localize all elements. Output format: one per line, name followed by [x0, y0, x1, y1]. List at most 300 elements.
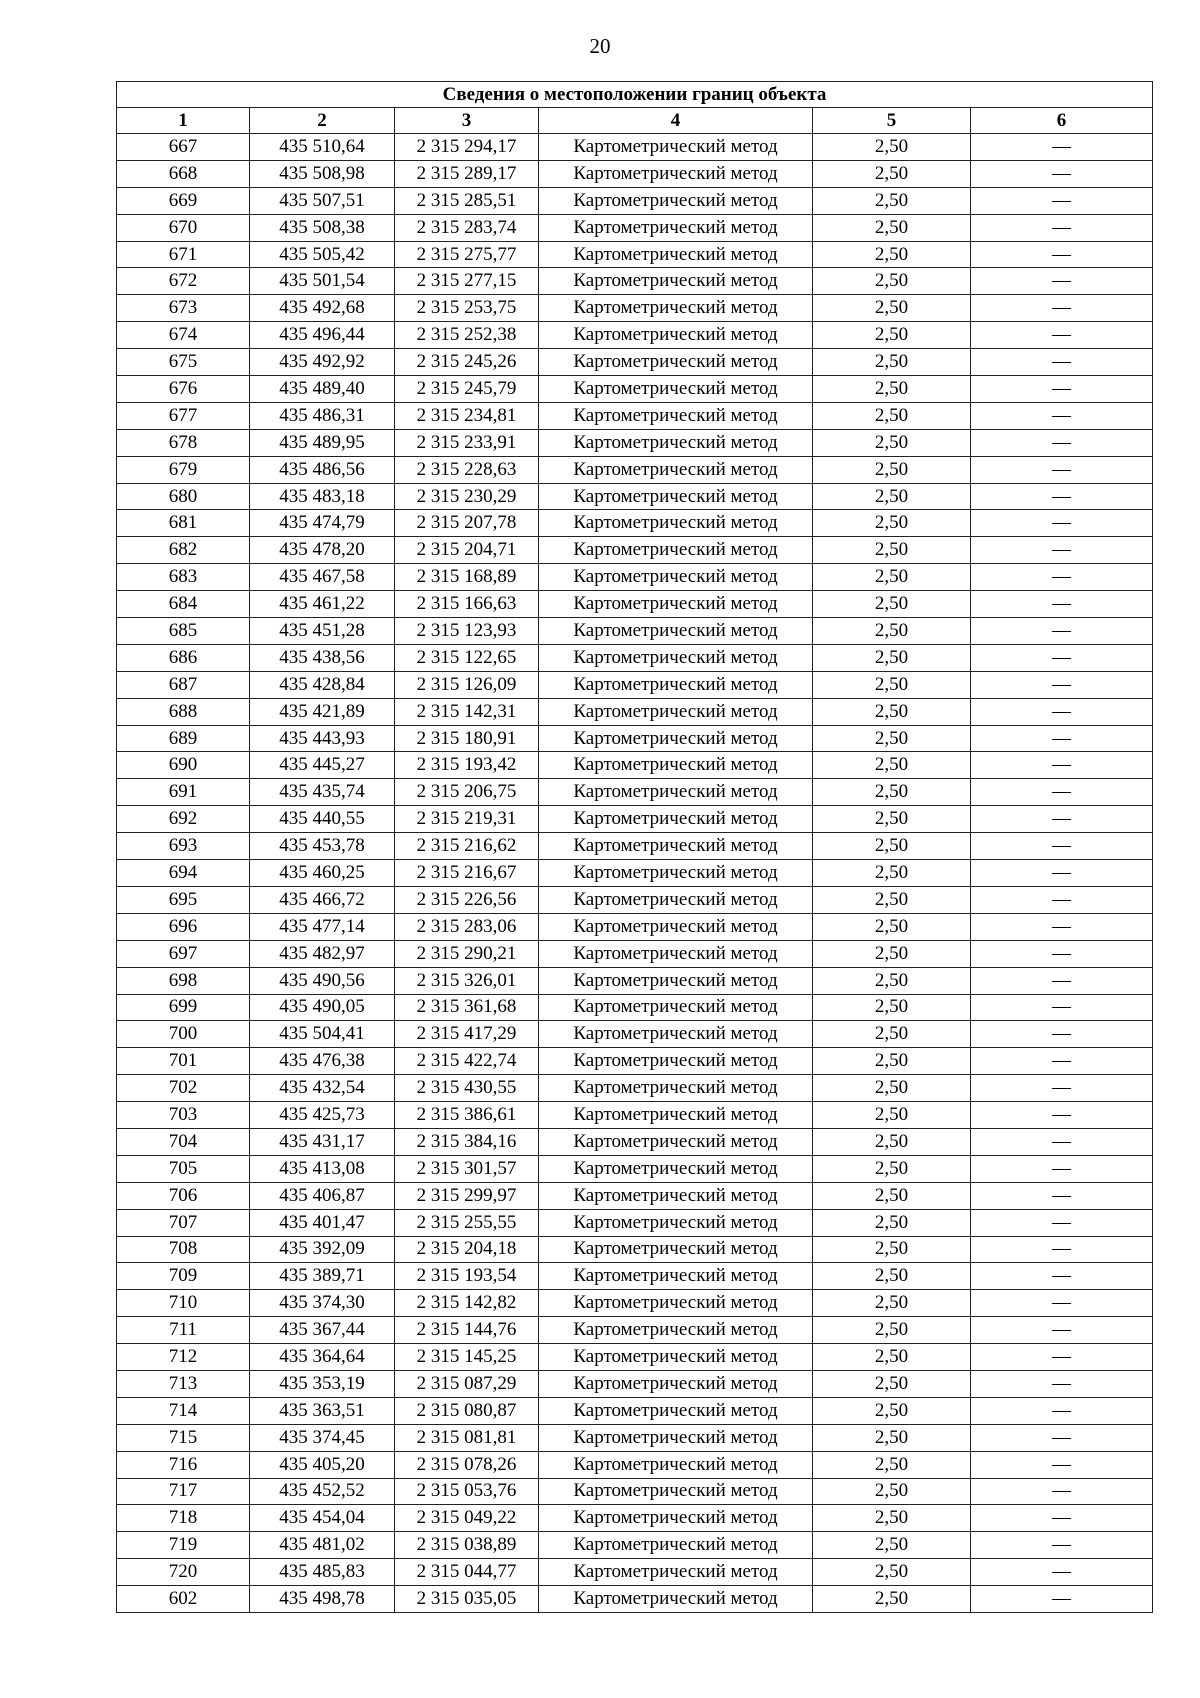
table-row — [117, 1102, 1153, 1129]
y-coordinate-cell: 2 315 361,68 — [395, 994, 539, 1021]
description-cell: — — [971, 833, 1153, 860]
point-number-cell: 700 — [117, 1021, 250, 1048]
point-number-cell: 718 — [117, 1505, 250, 1532]
point-number-cell: 693 — [117, 833, 250, 860]
description-cell: — — [971, 1236, 1153, 1263]
description-cell: — — [971, 456, 1153, 483]
accuracy-cell: 2,50 — [813, 1021, 971, 1048]
method-cell: Картометрический метод — [539, 644, 813, 671]
y-coordinate-cell: 2 315 233,91 — [395, 429, 539, 456]
x-coordinate-cell: 435 501,54 — [250, 268, 395, 295]
description-cell: — — [971, 967, 1153, 994]
description-cell: — — [971, 1155, 1153, 1182]
method-cell: Картометрический метод — [539, 1370, 813, 1397]
accuracy-cell: 2,50 — [813, 967, 971, 994]
accuracy-cell: 2,50 — [813, 1102, 971, 1129]
y-coordinate-cell: 2 315 228,63 — [395, 456, 539, 483]
method-cell: Картометрический метод — [539, 1209, 813, 1236]
x-coordinate-cell: 435 478,20 — [250, 537, 395, 564]
x-coordinate-cell: 435 401,47 — [250, 1209, 395, 1236]
table-row — [117, 429, 1153, 456]
x-coordinate-cell: 435 413,08 — [250, 1155, 395, 1182]
y-coordinate-cell: 2 315 245,26 — [395, 349, 539, 376]
x-coordinate-cell: 435 486,31 — [250, 402, 395, 429]
accuracy-cell: 2,50 — [813, 1209, 971, 1236]
point-number-cell: 714 — [117, 1397, 250, 1424]
description-cell: — — [971, 1317, 1153, 1344]
method-cell: Картометрический метод — [539, 1263, 813, 1290]
point-number-cell: 691 — [117, 779, 250, 806]
y-coordinate-cell: 2 315 126,09 — [395, 671, 539, 698]
accuracy-cell: 2,50 — [813, 1182, 971, 1209]
y-coordinate-cell: 2 315 168,89 — [395, 564, 539, 591]
accuracy-cell: 2,50 — [813, 214, 971, 241]
method-cell: Картометрический метод — [539, 510, 813, 537]
method-cell: Картометрический метод — [539, 1102, 813, 1129]
y-coordinate-cell: 2 315 180,91 — [395, 725, 539, 752]
table-row — [117, 1559, 1153, 1586]
x-coordinate-cell: 435 454,04 — [250, 1505, 395, 1532]
table-row — [117, 1397, 1153, 1424]
description-cell: — — [971, 349, 1153, 376]
y-coordinate-cell: 2 315 038,89 — [395, 1532, 539, 1559]
y-coordinate-cell: 2 315 049,22 — [395, 1505, 539, 1532]
column-number-header: 5 — [813, 108, 971, 134]
method-cell: Картометрический метод — [539, 806, 813, 833]
description-cell: — — [971, 1263, 1153, 1290]
x-coordinate-cell: 435 363,51 — [250, 1397, 395, 1424]
point-number-cell: 686 — [117, 644, 250, 671]
x-coordinate-cell: 435 428,84 — [250, 671, 395, 698]
point-number-cell: 684 — [117, 591, 250, 618]
point-number-cell: 682 — [117, 537, 250, 564]
table-row — [117, 913, 1153, 940]
description-cell: — — [971, 994, 1153, 1021]
table-row — [117, 644, 1153, 671]
x-coordinate-cell: 435 482,97 — [250, 940, 395, 967]
description-cell: — — [971, 1532, 1153, 1559]
column-number-header: 2 — [250, 108, 395, 134]
table-row — [117, 1317, 1153, 1344]
column-number-header: 6 — [971, 108, 1153, 134]
column-number-header: 4 — [539, 108, 813, 134]
point-number-cell: 687 — [117, 671, 250, 698]
method-cell: Картометрический метод — [539, 376, 813, 403]
y-coordinate-cell: 2 315 142,82 — [395, 1290, 539, 1317]
method-cell: Картометрический метод — [539, 214, 813, 241]
accuracy-cell: 2,50 — [813, 1451, 971, 1478]
description-cell: — — [971, 1290, 1153, 1317]
table-row — [117, 1586, 1153, 1613]
table-row — [117, 1182, 1153, 1209]
method-cell: Картометрический метод — [539, 187, 813, 214]
y-coordinate-cell: 2 315 166,63 — [395, 591, 539, 618]
accuracy-cell: 2,50 — [813, 886, 971, 913]
accuracy-cell: 2,50 — [813, 1290, 971, 1317]
y-coordinate-cell: 2 315 144,76 — [395, 1317, 539, 1344]
point-number-cell: 692 — [117, 806, 250, 833]
column-number-header: 3 — [395, 108, 539, 134]
x-coordinate-cell: 435 445,27 — [250, 752, 395, 779]
table-row — [117, 241, 1153, 268]
y-coordinate-cell: 2 315 234,81 — [395, 402, 539, 429]
x-coordinate-cell: 435 392,09 — [250, 1236, 395, 1263]
description-cell: — — [971, 1048, 1153, 1075]
method-cell: Картометрический метод — [539, 1290, 813, 1317]
point-number-cell: 679 — [117, 456, 250, 483]
accuracy-cell: 2,50 — [813, 564, 971, 591]
x-coordinate-cell: 435 490,56 — [250, 967, 395, 994]
point-number-cell: 707 — [117, 1209, 250, 1236]
table-row — [117, 1290, 1153, 1317]
y-coordinate-cell: 2 315 253,75 — [395, 295, 539, 322]
y-coordinate-cell: 2 315 245,79 — [395, 376, 539, 403]
method-cell: Картометрический метод — [539, 1532, 813, 1559]
description-cell: — — [971, 1344, 1153, 1371]
method-cell: Картометрический метод — [539, 402, 813, 429]
table-row — [117, 564, 1153, 591]
y-coordinate-cell: 2 315 283,74 — [395, 214, 539, 241]
description-cell: — — [971, 1128, 1153, 1155]
description-cell: — — [971, 268, 1153, 295]
y-coordinate-cell: 2 315 216,67 — [395, 860, 539, 887]
point-number-cell: 706 — [117, 1182, 250, 1209]
method-cell: Картометрический метод — [539, 1021, 813, 1048]
table-row — [117, 1048, 1153, 1075]
method-cell: Картометрический метод — [539, 1397, 813, 1424]
method-cell: Картометрический метод — [539, 779, 813, 806]
accuracy-cell: 2,50 — [813, 1344, 971, 1371]
x-coordinate-cell: 435 438,56 — [250, 644, 395, 671]
description-cell: — — [971, 429, 1153, 456]
y-coordinate-cell: 2 315 053,76 — [395, 1478, 539, 1505]
boundary-coordinates-table — [116, 81, 1153, 1613]
table-row — [117, 1344, 1153, 1371]
table-row — [117, 456, 1153, 483]
accuracy-cell: 2,50 — [813, 1317, 971, 1344]
table-row — [117, 1478, 1153, 1505]
y-coordinate-cell: 2 315 326,01 — [395, 967, 539, 994]
page-number: 20 — [589, 34, 611, 58]
point-number-cell: 671 — [117, 241, 250, 268]
table-row — [117, 134, 1153, 161]
point-number-cell: 681 — [117, 510, 250, 537]
point-number-cell: 688 — [117, 698, 250, 725]
description-cell: — — [971, 1397, 1153, 1424]
description-cell: — — [971, 779, 1153, 806]
accuracy-cell: 2,50 — [813, 483, 971, 510]
point-number-cell: 674 — [117, 322, 250, 349]
x-coordinate-cell: 435 496,44 — [250, 322, 395, 349]
description-cell: — — [971, 725, 1153, 752]
y-coordinate-cell: 2 315 417,29 — [395, 1021, 539, 1048]
point-number-cell: 701 — [117, 1048, 250, 1075]
accuracy-cell: 2,50 — [813, 268, 971, 295]
x-coordinate-cell: 435 453,78 — [250, 833, 395, 860]
description-cell: — — [971, 1586, 1153, 1613]
accuracy-cell: 2,50 — [813, 591, 971, 618]
x-coordinate-cell: 435 507,51 — [250, 187, 395, 214]
method-cell: Картометрический метод — [539, 295, 813, 322]
y-coordinate-cell: 2 315 145,25 — [395, 1344, 539, 1371]
accuracy-cell: 2,50 — [813, 833, 971, 860]
table-row — [117, 698, 1153, 725]
x-coordinate-cell: 435 460,25 — [250, 860, 395, 887]
x-coordinate-cell: 435 485,83 — [250, 1559, 395, 1586]
accuracy-cell: 2,50 — [813, 1478, 971, 1505]
y-coordinate-cell: 2 315 255,55 — [395, 1209, 539, 1236]
x-coordinate-cell: 435 508,98 — [250, 160, 395, 187]
method-cell: Картометрический метод — [539, 1424, 813, 1451]
table-row — [117, 1128, 1153, 1155]
accuracy-cell: 2,50 — [813, 806, 971, 833]
y-coordinate-cell: 2 315 277,15 — [395, 268, 539, 295]
method-cell: Картометрический метод — [539, 967, 813, 994]
point-number-cell: 680 — [117, 483, 250, 510]
y-coordinate-cell: 2 315 206,75 — [395, 779, 539, 806]
point-number-cell: 712 — [117, 1344, 250, 1371]
y-coordinate-cell: 2 315 207,78 — [395, 510, 539, 537]
y-coordinate-cell: 2 315 204,71 — [395, 537, 539, 564]
y-coordinate-cell: 2 315 252,38 — [395, 322, 539, 349]
description-cell: — — [971, 913, 1153, 940]
table-row — [117, 725, 1153, 752]
table-row — [117, 1505, 1153, 1532]
accuracy-cell: 2,50 — [813, 1397, 971, 1424]
y-coordinate-cell: 2 315 386,61 — [395, 1102, 539, 1129]
accuracy-cell: 2,50 — [813, 429, 971, 456]
y-coordinate-cell: 2 315 430,55 — [395, 1075, 539, 1102]
x-coordinate-cell: 435 477,14 — [250, 913, 395, 940]
table-row — [117, 967, 1153, 994]
method-cell: Картометрический метод — [539, 1182, 813, 1209]
method-cell: Картометрический метод — [539, 456, 813, 483]
y-coordinate-cell: 2 315 230,29 — [395, 483, 539, 510]
description-cell: — — [971, 591, 1153, 618]
point-number-cell: 676 — [117, 376, 250, 403]
y-coordinate-cell: 2 315 294,17 — [395, 134, 539, 161]
method-cell: Картометрический метод — [539, 564, 813, 591]
point-number-cell: 669 — [117, 187, 250, 214]
method-cell: Картометрический метод — [539, 1344, 813, 1371]
y-coordinate-cell: 2 315 078,26 — [395, 1451, 539, 1478]
description-cell: — — [971, 1182, 1153, 1209]
accuracy-cell: 2,50 — [813, 1370, 971, 1397]
table-row — [117, 1451, 1153, 1478]
accuracy-cell: 2,50 — [813, 1128, 971, 1155]
table-row — [117, 886, 1153, 913]
accuracy-cell: 2,50 — [813, 940, 971, 967]
table-row — [117, 994, 1153, 1021]
accuracy-cell: 2,50 — [813, 698, 971, 725]
x-coordinate-cell: 435 440,55 — [250, 806, 395, 833]
accuracy-cell: 2,50 — [813, 456, 971, 483]
method-cell: Картометрический метод — [539, 940, 813, 967]
accuracy-cell: 2,50 — [813, 510, 971, 537]
point-number-cell: 715 — [117, 1424, 250, 1451]
table-row — [117, 1370, 1153, 1397]
x-coordinate-cell: 435 452,52 — [250, 1478, 395, 1505]
table-row — [117, 160, 1153, 187]
description-cell: — — [971, 860, 1153, 887]
accuracy-cell: 2,50 — [813, 376, 971, 403]
point-number-cell: 683 — [117, 564, 250, 591]
point-number-cell: 673 — [117, 295, 250, 322]
y-coordinate-cell: 2 315 226,56 — [395, 886, 539, 913]
x-coordinate-cell: 435 451,28 — [250, 618, 395, 645]
y-coordinate-cell: 2 315 301,57 — [395, 1155, 539, 1182]
accuracy-cell: 2,50 — [813, 349, 971, 376]
method-cell: Картометрический метод — [539, 1505, 813, 1532]
point-number-cell: 694 — [117, 860, 250, 887]
accuracy-cell: 2,50 — [813, 618, 971, 645]
point-number-cell: 695 — [117, 886, 250, 913]
table-row — [117, 1236, 1153, 1263]
column-number-header: 1 — [117, 108, 250, 134]
y-coordinate-cell: 2 315 285,51 — [395, 187, 539, 214]
accuracy-cell: 2,50 — [813, 1048, 971, 1075]
accuracy-cell: 2,50 — [813, 322, 971, 349]
table-row — [117, 806, 1153, 833]
table-row — [117, 1075, 1153, 1102]
point-number-cell: 713 — [117, 1370, 250, 1397]
table-row — [117, 779, 1153, 806]
y-coordinate-cell: 2 315 087,29 — [395, 1370, 539, 1397]
method-cell: Картометрический метод — [539, 591, 813, 618]
point-number-cell: 702 — [117, 1075, 250, 1102]
accuracy-cell: 2,50 — [813, 1505, 971, 1532]
accuracy-cell: 2,50 — [813, 1155, 971, 1182]
point-number-cell: 685 — [117, 618, 250, 645]
description-cell: — — [971, 160, 1153, 187]
table-row — [117, 940, 1153, 967]
table-body — [117, 134, 1153, 1613]
description-cell: — — [971, 671, 1153, 698]
table-row — [117, 1155, 1153, 1182]
description-cell: — — [971, 376, 1153, 403]
description-cell: — — [971, 537, 1153, 564]
x-coordinate-cell: 435 432,54 — [250, 1075, 395, 1102]
x-coordinate-cell: 435 431,17 — [250, 1128, 395, 1155]
x-coordinate-cell: 435 505,42 — [250, 241, 395, 268]
method-cell: Картометрический метод — [539, 1478, 813, 1505]
x-coordinate-cell: 435 510,64 — [250, 134, 395, 161]
point-number-cell: 709 — [117, 1263, 250, 1290]
y-coordinate-cell: 2 315 044,77 — [395, 1559, 539, 1586]
y-coordinate-cell: 2 315 219,31 — [395, 806, 539, 833]
table-row — [117, 1021, 1153, 1048]
y-coordinate-cell: 2 315 193,54 — [395, 1263, 539, 1290]
description-cell: — — [971, 698, 1153, 725]
x-coordinate-cell: 435 476,38 — [250, 1048, 395, 1075]
table-row — [117, 860, 1153, 887]
table-row — [117, 618, 1153, 645]
description-cell: — — [971, 1559, 1153, 1586]
accuracy-cell: 2,50 — [813, 994, 971, 1021]
point-number-cell: 696 — [117, 913, 250, 940]
table-row — [117, 537, 1153, 564]
method-cell: Картометрический метод — [539, 483, 813, 510]
description-cell: — — [971, 1370, 1153, 1397]
y-coordinate-cell: 2 315 290,21 — [395, 940, 539, 967]
table-row — [117, 1263, 1153, 1290]
accuracy-cell: 2,50 — [813, 1263, 971, 1290]
table-row — [117, 268, 1153, 295]
table-row — [117, 322, 1153, 349]
x-coordinate-cell: 435 474,79 — [250, 510, 395, 537]
point-number-cell: 675 — [117, 349, 250, 376]
method-cell: Картометрический метод — [539, 725, 813, 752]
method-cell: Картометрический метод — [539, 241, 813, 268]
y-coordinate-cell: 2 315 299,97 — [395, 1182, 539, 1209]
point-number-cell: 672 — [117, 268, 250, 295]
point-number-cell: 668 — [117, 160, 250, 187]
method-cell: Картометрический метод — [539, 429, 813, 456]
table-row — [117, 1532, 1153, 1559]
method-cell: Картометрический метод — [539, 134, 813, 161]
accuracy-cell: 2,50 — [813, 860, 971, 887]
description-cell: — — [971, 564, 1153, 591]
x-coordinate-cell: 435 504,41 — [250, 1021, 395, 1048]
method-cell: Картометрический метод — [539, 886, 813, 913]
x-coordinate-cell: 435 467,58 — [250, 564, 395, 591]
accuracy-cell: 2,50 — [813, 671, 971, 698]
y-coordinate-cell: 2 315 080,87 — [395, 1397, 539, 1424]
y-coordinate-cell: 2 315 289,17 — [395, 160, 539, 187]
description-cell: — — [971, 752, 1153, 779]
x-coordinate-cell: 435 498,78 — [250, 1586, 395, 1613]
point-number-cell: 698 — [117, 967, 250, 994]
description-cell: — — [971, 483, 1153, 510]
y-coordinate-cell: 2 315 384,16 — [395, 1128, 539, 1155]
method-cell: Картометрический метод — [539, 860, 813, 887]
accuracy-cell: 2,50 — [813, 1586, 971, 1613]
x-coordinate-cell: 435 481,02 — [250, 1532, 395, 1559]
method-cell: Картометрический метод — [539, 1559, 813, 1586]
accuracy-cell: 2,50 — [813, 725, 971, 752]
x-coordinate-cell: 435 489,40 — [250, 376, 395, 403]
point-number-cell: 711 — [117, 1317, 250, 1344]
point-number-cell: 678 — [117, 429, 250, 456]
x-coordinate-cell: 435 486,56 — [250, 456, 395, 483]
accuracy-cell: 2,50 — [813, 187, 971, 214]
method-cell: Картометрический метод — [539, 1451, 813, 1478]
description-cell: — — [971, 886, 1153, 913]
point-number-cell: 670 — [117, 214, 250, 241]
method-cell: Картометрический метод — [539, 618, 813, 645]
method-cell: Картометрический метод — [539, 1048, 813, 1075]
table-row — [117, 187, 1153, 214]
description-cell: — — [971, 1209, 1153, 1236]
method-cell: Картометрический метод — [539, 1075, 813, 1102]
description-cell: — — [971, 1424, 1153, 1451]
accuracy-cell: 2,50 — [813, 402, 971, 429]
method-cell: Картометрический метод — [539, 537, 813, 564]
description-cell: — — [971, 322, 1153, 349]
point-number-cell: 705 — [117, 1155, 250, 1182]
accuracy-cell: 2,50 — [813, 241, 971, 268]
method-cell: Картометрический метод — [539, 1128, 813, 1155]
method-cell: Картометрический метод — [539, 833, 813, 860]
point-number-cell: 710 — [117, 1290, 250, 1317]
point-number-cell: 717 — [117, 1478, 250, 1505]
method-cell: Картометрический метод — [539, 1317, 813, 1344]
x-coordinate-cell: 435 483,18 — [250, 483, 395, 510]
method-cell: Картометрический метод — [539, 268, 813, 295]
table-row — [117, 1424, 1153, 1451]
accuracy-cell: 2,50 — [813, 644, 971, 671]
y-coordinate-cell: 2 315 193,42 — [395, 752, 539, 779]
